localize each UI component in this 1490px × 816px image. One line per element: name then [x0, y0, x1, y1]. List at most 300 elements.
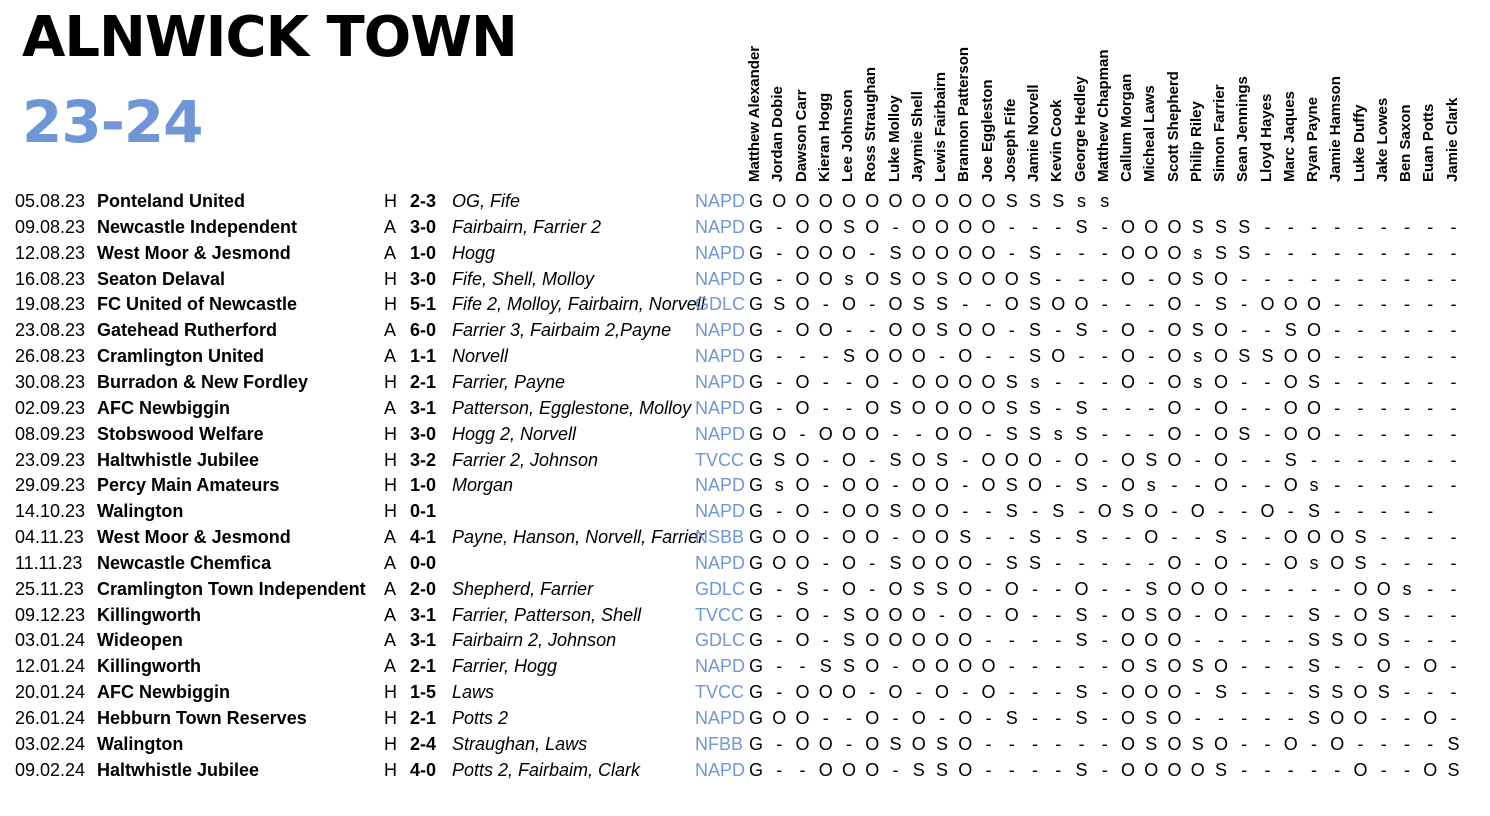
appearance-code: O — [818, 759, 833, 780]
venue: A — [384, 216, 397, 237]
appearance-code: O — [1376, 578, 1391, 599]
appearance-code: - — [962, 475, 969, 496]
appearance-code: - — [1264, 733, 1271, 754]
appearance-code: O — [795, 630, 810, 651]
appearance-code: O — [981, 656, 996, 677]
appearance-code: G — [748, 268, 763, 289]
appearance-code: O — [865, 759, 880, 780]
appearance-code: S — [1028, 191, 1041, 211]
appearance-code: O — [1144, 527, 1159, 548]
venue: H — [384, 682, 397, 703]
appearance-code: - — [1032, 630, 1038, 651]
appearance-code: O — [1213, 346, 1228, 367]
appearance-code: O — [1144, 682, 1159, 703]
appearance-code: O — [772, 423, 787, 444]
appearance-code: S — [1028, 397, 1041, 418]
appearance-code: O — [865, 216, 880, 237]
venue: A — [384, 578, 397, 599]
score: 2-3 — [410, 191, 437, 211]
appearance-code: S — [889, 449, 902, 470]
appearance-code: - — [846, 708, 852, 728]
appearance-code: - — [822, 346, 829, 367]
appearance-code: O — [934, 242, 949, 263]
appearance-code: O — [818, 242, 833, 263]
venue: A — [384, 320, 397, 341]
match-row — [0, 757, 1490, 783]
appearance-code: - — [892, 656, 899, 677]
appearance-code: - — [1078, 552, 1085, 573]
appearance-code: O — [1051, 346, 1066, 367]
appearance-code: S — [935, 733, 948, 754]
appearance-code: - — [822, 552, 829, 573]
appearance-code: - — [1357, 346, 1364, 367]
appearance-code: - — [1148, 294, 1155, 315]
appearance-code: - — [1404, 423, 1410, 444]
competition-code: TVCC — [695, 449, 744, 470]
competition-code: NAPD — [695, 423, 746, 444]
scorers: OG, Fife — [452, 191, 521, 211]
venue: A — [384, 552, 397, 573]
match-row — [0, 550, 1490, 576]
appearance-code: S — [1145, 449, 1158, 470]
venue: A — [384, 656, 397, 677]
appearance-code: S — [1075, 682, 1088, 703]
appearance-code: O — [841, 759, 856, 780]
competition-code: NAPD — [695, 371, 746, 392]
appearance-code: - — [1380, 733, 1387, 754]
appearance-code: - — [1450, 708, 1457, 728]
appearance-code: s — [1193, 371, 1203, 392]
appearance-code: O — [818, 268, 833, 289]
appearance-code: O — [1004, 578, 1019, 599]
appearance-code: O — [1120, 449, 1135, 470]
appearance-code: - — [1334, 242, 1341, 263]
match-row — [0, 705, 1490, 731]
appearance-code: S — [1005, 397, 1018, 418]
appearance-code: - — [1334, 449, 1341, 470]
score: 4-1 — [410, 527, 437, 548]
appearance-code: - — [1241, 552, 1248, 573]
appearance-code: O — [841, 527, 856, 548]
appearance-code: O — [934, 552, 949, 573]
appearance-code: S — [1075, 216, 1088, 237]
appearance-code: S — [773, 449, 786, 470]
appearance-code: - — [1380, 242, 1387, 263]
appearance-code: S — [1028, 242, 1041, 263]
appearance-code: O — [888, 294, 903, 315]
appearance-code: - — [1450, 423, 1457, 444]
scorers: Farrier, Hogg — [452, 656, 558, 677]
appearance-code: - — [1380, 475, 1387, 496]
appearance-code: O — [1423, 656, 1438, 677]
appearance-code: - — [1357, 320, 1364, 341]
appearance-code: O — [958, 656, 973, 677]
appearance-code: G — [748, 527, 763, 548]
appearance-code: O — [934, 630, 949, 651]
appearance-code: O — [795, 320, 810, 341]
appearance-code: G — [748, 630, 763, 651]
appearance-code: O — [1213, 656, 1228, 677]
appearance-code: O — [795, 682, 810, 703]
appearance-code: - — [1334, 423, 1341, 444]
appearance-code: - — [1404, 449, 1410, 470]
match-date: 16.08.23 — [15, 268, 86, 289]
appearance-code: - — [1241, 733, 1248, 754]
appearance-code: - — [822, 449, 829, 470]
appearance-code: - — [1241, 371, 1248, 392]
appearance-code: O — [865, 268, 880, 289]
appearance-code: - — [1241, 527, 1248, 548]
appearance-code: O — [865, 630, 880, 651]
appearance-code: - — [1264, 604, 1271, 625]
appearance-code: O — [1283, 346, 1298, 367]
appearance-code: - — [1264, 475, 1271, 496]
appearance-code: S — [1028, 294, 1041, 315]
appearance-code: - — [822, 501, 829, 522]
score: 0-1 — [410, 501, 437, 522]
match-date: 25.11.23 — [15, 578, 84, 599]
appearance-code: O — [911, 449, 926, 470]
appearance-code: O — [1330, 552, 1345, 573]
player-column-header — [1418, 0, 1442, 190]
appearance-code: - — [1427, 733, 1434, 754]
competition-code: NAPD — [695, 268, 746, 289]
appearance-code: - — [1404, 604, 1410, 625]
player-column-header — [1116, 0, 1140, 190]
player-column-header — [744, 0, 768, 190]
appearance-code: S — [1214, 242, 1227, 263]
appearance-code: - — [1241, 682, 1248, 703]
appearance-code: - — [1404, 242, 1410, 263]
match-date: 09.12.23 — [15, 604, 86, 625]
appearance-code: O — [1167, 578, 1182, 599]
appearance-code: - — [869, 552, 876, 573]
opponent-name: Stobswood Welfare — [97, 423, 264, 444]
appearance-code: O — [1283, 294, 1298, 315]
match-date: 26.01.24 — [15, 708, 86, 728]
opponent-name: Haltwhistle Jubilee — [97, 759, 260, 780]
appearance-code: S — [1075, 759, 1088, 780]
venue: A — [384, 346, 397, 367]
appearance-code: O — [795, 242, 810, 263]
appearance-code: - — [822, 397, 829, 418]
appearance-code: O — [1330, 527, 1345, 548]
appearance-code: - — [1055, 242, 1062, 263]
competition-code: NAPD — [695, 216, 746, 237]
match-row — [0, 576, 1490, 602]
appearance-code: s — [774, 475, 784, 496]
score: 3-1 — [410, 397, 437, 418]
appearance-code: - — [1008, 656, 1015, 677]
appearance-code: - — [1404, 346, 1410, 367]
appearance-code: - — [1264, 708, 1271, 728]
appearance-code: O — [958, 552, 973, 573]
appearance-code: - — [1101, 527, 1108, 548]
appearance-code: - — [1125, 397, 1131, 418]
appearance-code: - — [1078, 656, 1085, 677]
match-date: 20.01.24 — [15, 682, 86, 703]
player-name: Joseph Fife — [1001, 98, 1019, 182]
appearance-code: G — [748, 242, 763, 263]
appearance-code: - — [1357, 397, 1364, 418]
appearance-code: - — [1264, 552, 1271, 573]
appearance-code: O — [1376, 656, 1391, 677]
appearance-code: - — [985, 708, 992, 728]
competition-code: NAPD — [695, 242, 746, 263]
appearance-code: O — [1167, 733, 1182, 754]
player-column-header — [1209, 0, 1233, 190]
appearance-code: S — [1075, 708, 1088, 728]
appearance-code: O — [1190, 578, 1205, 599]
match-date: 03.01.24 — [15, 630, 86, 651]
appearance-code: - — [1357, 656, 1364, 677]
appearance-code: O — [818, 216, 833, 237]
match-row — [0, 343, 1490, 369]
appearance-code: O — [818, 682, 833, 703]
opponent-name: Walington — [97, 733, 184, 754]
appearance-code: O — [934, 397, 949, 418]
appearance-code: S — [1214, 527, 1227, 548]
appearance-code: O — [911, 242, 926, 263]
competition-code: NAPD — [695, 320, 746, 341]
match-date: 05.08.23 — [15, 191, 86, 211]
appearance-code: O — [1306, 397, 1321, 418]
competition-code: GDLC — [695, 578, 746, 599]
appearance-code: - — [1427, 371, 1434, 392]
appearance-code: - — [1101, 371, 1108, 392]
appearance-code: - — [776, 501, 783, 522]
appearance-code: - — [1404, 475, 1410, 496]
appearance-code: - — [1357, 294, 1364, 315]
appearance-code: O — [911, 475, 926, 496]
appearance-code: - — [1404, 501, 1410, 522]
appearance-code: - — [1264, 216, 1271, 237]
appearance-code: - — [1008, 242, 1015, 263]
appearance-code: - — [1032, 501, 1038, 522]
appearance-code: - — [1008, 682, 1015, 703]
appearance-code: - — [1055, 578, 1062, 599]
opponent-name: Seaton Delaval — [97, 268, 226, 289]
appearance-code: O — [1353, 578, 1368, 599]
appearance-code: O — [1120, 320, 1135, 341]
appearance-code: - — [1055, 708, 1062, 728]
appearance-code: S — [1075, 475, 1088, 496]
player-name: Lewis Fairbairn — [932, 71, 949, 182]
appearance-code: - — [1334, 371, 1341, 392]
appearance-code: S — [842, 630, 855, 651]
appearance-code: O — [1283, 475, 1298, 496]
score: 4-0 — [410, 759, 437, 780]
appearance-code: O — [1004, 268, 1019, 289]
appearance-code: S — [1121, 501, 1134, 522]
appearance-code: - — [1148, 320, 1155, 341]
match-row — [0, 317, 1490, 343]
appearance-code: O — [1027, 449, 1042, 470]
appearance-code: O — [841, 552, 856, 573]
season-label: 23-24 — [22, 88, 203, 156]
appearance-code: O — [772, 527, 787, 548]
appearance-code: O — [1167, 604, 1182, 625]
appearance-code: - — [1334, 475, 1341, 496]
appearance-code: O — [795, 191, 810, 211]
appearance-code: - — [1101, 682, 1108, 703]
appearance-code: G — [748, 346, 763, 367]
appearance-code: - — [1450, 320, 1457, 341]
scorers: Hogg — [452, 242, 496, 263]
appearance-code: - — [1194, 475, 1201, 496]
venue: H — [384, 759, 397, 780]
appearance-code: O — [795, 527, 810, 548]
appearance-code: S — [1261, 346, 1274, 367]
appearance-code: S — [935, 268, 948, 289]
appearance-code: - — [1450, 294, 1457, 315]
venue: A — [384, 527, 397, 548]
venue: A — [384, 242, 397, 263]
appearance-code: S — [889, 268, 902, 289]
opponent-name: Haltwhistle Jubilee — [97, 449, 260, 470]
appearance-code: - — [1311, 242, 1317, 263]
competition-code: NAPD — [695, 475, 746, 496]
appearance-code: - — [1264, 630, 1271, 651]
appearance-code: O — [1004, 604, 1019, 625]
appearance-code: - — [1427, 630, 1434, 651]
appearance-code: O — [911, 397, 926, 418]
appearance-code: O — [841, 294, 856, 315]
appearance-code: - — [1125, 527, 1131, 548]
appearance-code: - — [1311, 578, 1317, 599]
appearance-code: O — [841, 475, 856, 496]
appearance-code: S — [912, 294, 925, 315]
appearance-code: O — [1167, 371, 1182, 392]
appearance-code: S — [796, 578, 809, 599]
appearance-code: O — [981, 682, 996, 703]
appearance-code: - — [822, 708, 829, 728]
appearance-code: - — [869, 242, 876, 263]
match-row — [0, 421, 1490, 447]
appearance-code: - — [846, 371, 852, 392]
score: 6-0 — [410, 320, 437, 341]
scorers: Farrier 3, Fairbaim 2,Payne — [452, 320, 672, 341]
match-row — [0, 395, 1490, 421]
appearance-code: O — [1120, 630, 1135, 651]
appearance-code: - — [1357, 216, 1364, 237]
appearance-code: S — [1238, 423, 1251, 444]
appearance-code: - — [1032, 759, 1038, 780]
scorers: Hogg 2, Norvell — [452, 423, 577, 444]
venue: H — [384, 294, 397, 315]
appearance-code: - — [1194, 682, 1201, 703]
match-row — [0, 524, 1490, 550]
opponent-name: West Moor & Jesmond — [97, 242, 291, 263]
appearance-code: O — [818, 191, 833, 211]
appearance-code: - — [822, 604, 829, 625]
match-row — [0, 240, 1490, 266]
appearance-code: - — [892, 423, 899, 444]
competition-code: NAPD — [695, 346, 746, 367]
appearance-code: - — [1427, 216, 1434, 237]
appearance-code: S — [1005, 552, 1018, 573]
appearance-code: - — [1427, 449, 1434, 470]
appearance-code: - — [892, 216, 899, 237]
match-row — [0, 472, 1490, 498]
appearance-code: O — [795, 216, 810, 237]
appearance-code: O — [865, 527, 880, 548]
match-row — [0, 447, 1490, 473]
appearance-code: O — [981, 268, 996, 289]
appearance-code: S — [1145, 604, 1158, 625]
appearance-code: S — [1447, 733, 1460, 754]
opponent-name: FC United of Newcastle — [97, 294, 298, 315]
appearance-code: O — [958, 733, 973, 754]
appearance-code: - — [1101, 604, 1108, 625]
appearance-code: - — [1171, 527, 1178, 548]
appearance-code: - — [869, 682, 876, 703]
appearance-code: S — [1331, 682, 1344, 703]
appearance-code: O — [865, 191, 880, 211]
appearance-code: O — [888, 578, 903, 599]
appearance-code: O — [934, 475, 949, 496]
appearance-code: - — [1380, 320, 1387, 341]
appearance-code: O — [865, 733, 880, 754]
appearance-code: O — [911, 320, 926, 341]
appearance-code: - — [1194, 552, 1201, 573]
appearance-code: O — [888, 320, 903, 341]
appearance-code: - — [1450, 630, 1457, 651]
appearance-code: O — [1074, 578, 1089, 599]
appearance-code: O — [934, 423, 949, 444]
appearance-code: - — [1264, 527, 1271, 548]
appearance-code: - — [1241, 501, 1248, 522]
player-column-header — [860, 0, 884, 190]
appearance-code: O — [958, 268, 973, 289]
appearance-code: - — [1101, 475, 1108, 496]
player-name: Kieran Hogg — [815, 92, 833, 182]
appearance-code: - — [1055, 682, 1062, 703]
appearance-code: O — [1144, 501, 1159, 522]
appearance-code: O — [1283, 527, 1298, 548]
match-date: 09.08.23 — [15, 216, 86, 237]
match-date: 30.08.23 — [15, 371, 86, 392]
appearance-code: O — [1120, 708, 1135, 728]
appearance-code: O — [865, 475, 880, 496]
appearance-code: - — [1101, 656, 1108, 677]
appearance-code: S — [1052, 501, 1065, 522]
appearance-code: - — [1148, 346, 1155, 367]
appearance-code: - — [776, 397, 783, 418]
appearance-code: - — [1241, 578, 1248, 599]
appearance-code: G — [748, 294, 763, 315]
appearance-code: O — [1213, 371, 1228, 392]
appearance-code: S — [1145, 578, 1158, 599]
appearance-code: O — [888, 346, 903, 367]
appearance-code: O — [1004, 449, 1019, 470]
appearance-code: S — [1005, 371, 1018, 392]
appearance-code: S — [1214, 759, 1227, 780]
appearance-code: S — [1214, 216, 1227, 237]
appearance-code: O — [958, 630, 973, 651]
player-column-header — [1023, 0, 1047, 190]
appearance-code: - — [1264, 578, 1271, 599]
match-date: 02.09.23 — [15, 397, 86, 418]
scorers: Laws — [452, 682, 495, 703]
appearance-code: - — [1450, 682, 1457, 703]
appearance-code: O — [1213, 397, 1228, 418]
appearance-code: O — [981, 216, 996, 237]
scorers: Potts 2 — [452, 708, 509, 728]
player-name: Lloyd Hayes — [1257, 93, 1275, 182]
appearance-code: - — [1264, 268, 1271, 289]
appearance-code: s — [1402, 578, 1412, 599]
